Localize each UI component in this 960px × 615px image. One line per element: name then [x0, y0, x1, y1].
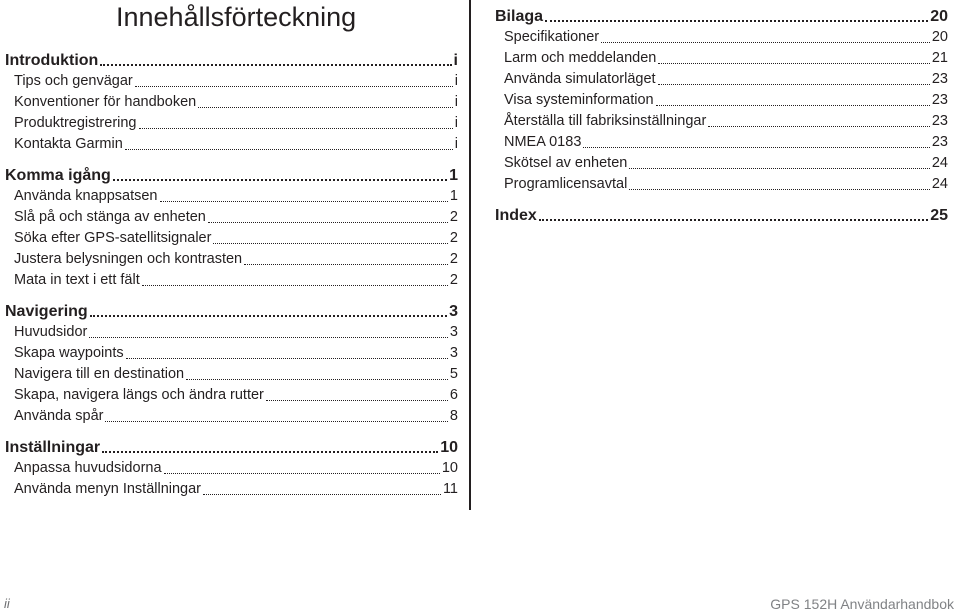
- dot-leader: [539, 218, 928, 221]
- dot-leader: [125, 148, 453, 150]
- toc-entry[interactable]: [5, 136, 458, 157]
- toc-entry[interactable]: [5, 272, 458, 293]
- toc-entry-label: Använda spår: [14, 408, 104, 424]
- toc-entry-label: Huvudsidor: [14, 324, 88, 340]
- toc-entry-label: Konventioner för handboken: [14, 94, 197, 110]
- toc-entry-page: 2: [449, 272, 458, 288]
- toc-section-title: Inställningar: [5, 439, 101, 456]
- toc-entry-label: Söka efter GPS-satellitsignaler: [14, 230, 212, 246]
- dot-leader: [244, 263, 448, 265]
- toc-entry-page: 3: [449, 345, 458, 361]
- toc-entry-page: 24: [931, 176, 948, 192]
- toc-entry[interactable]: [495, 71, 948, 92]
- toc-section-page: 10: [440, 439, 458, 456]
- toc-entry[interactable]: [5, 188, 458, 209]
- toc-entry-page: 23: [931, 113, 948, 129]
- toc-section-page: 1: [449, 167, 458, 184]
- toc-section-page: 3: [449, 303, 458, 320]
- toc-entry[interactable]: [495, 134, 948, 155]
- toc-section-title: Bilaga: [495, 8, 544, 25]
- toc-entry[interactable]: [5, 115, 458, 136]
- toc-entry[interactable]: [5, 345, 458, 366]
- toc-entry-page: i: [454, 73, 458, 89]
- toc-entry-page: 23: [931, 134, 948, 150]
- dot-leader: [100, 63, 451, 66]
- toc-entry[interactable]: [5, 387, 458, 408]
- dot-leader: [142, 284, 448, 286]
- dot-leader: [105, 420, 447, 422]
- toc-section[interactable]: [495, 8, 948, 29]
- toc-entry-label: Använda menyn Inställningar: [14, 481, 202, 497]
- toc-entry-label: Kontakta Garmin: [14, 136, 123, 152]
- toc-section-title: Komma igång: [5, 167, 111, 184]
- toc-entry-label: Navigera till en destination: [14, 366, 185, 382]
- dot-leader: [656, 104, 930, 106]
- dot-leader: [102, 450, 438, 453]
- toc-entry-label: NMEA 0183: [504, 134, 582, 150]
- toc-section[interactable]: [5, 303, 458, 324]
- toc-section-title: Index: [495, 207, 537, 224]
- toc-section-title: Navigering: [5, 303, 88, 320]
- footer-page-number: ii: [4, 596, 10, 611]
- toc-entry[interactable]: [495, 50, 948, 71]
- toc-entry[interactable]: [5, 481, 458, 502]
- toc-entry[interactable]: [495, 92, 948, 113]
- toc-section-page: i: [453, 52, 458, 69]
- toc-entry-label: Slå på och stänga av enheten: [14, 209, 206, 225]
- dot-leader: [203, 493, 441, 495]
- toc-entry[interactable]: [5, 94, 458, 115]
- toc-entry-label: Produktregistrering: [14, 115, 137, 131]
- toc-entry-page: i: [454, 136, 458, 152]
- dot-leader: [658, 62, 930, 64]
- dot-leader: [601, 41, 930, 43]
- toc-entry-label: Använda simulatorläget: [504, 71, 656, 87]
- toc-entry-label: Mata in text i ett fält: [14, 272, 140, 288]
- toc-entry[interactable]: [5, 366, 458, 387]
- toc-entry-page: 1: [449, 188, 458, 204]
- toc-entry-label: Skapa waypoints: [14, 345, 124, 361]
- toc-entry[interactable]: [5, 209, 458, 230]
- dot-leader: [160, 200, 448, 202]
- toc-entry-label: Återställa till fabriksinställningar: [504, 113, 707, 129]
- toc-entry-label: Skapa, navigera längs och ändra rutter: [14, 387, 264, 403]
- toc-section-page: 25: [930, 207, 948, 224]
- dot-leader: [545, 19, 928, 22]
- toc-entry-page: 10: [441, 460, 458, 476]
- toc-entry-page: 24: [931, 155, 948, 171]
- dot-leader: [213, 242, 447, 244]
- toc-entry-page: i: [454, 115, 458, 131]
- dot-leader: [90, 314, 447, 317]
- footer-manual-name: GPS 152H Användarhandbok: [770, 596, 954, 612]
- dot-leader: [708, 125, 930, 127]
- toc-entry[interactable]: [495, 176, 948, 197]
- dot-leader: [164, 472, 440, 474]
- toc-entry-page: 23: [931, 71, 948, 87]
- toc-entry-page: 23: [931, 92, 948, 108]
- toc-entry-page: 11: [442, 481, 458, 497]
- toc-entry[interactable]: [495, 155, 948, 176]
- toc-entry-label: Specifikationer: [504, 29, 600, 45]
- dot-leader: [583, 146, 929, 148]
- dot-leader: [113, 178, 447, 181]
- dot-leader: [266, 399, 448, 401]
- toc-entry-page: 2: [449, 251, 458, 267]
- toc-entry-page: 3: [449, 324, 458, 340]
- toc-entry-label: Visa systeminformation: [504, 92, 654, 108]
- toc-entry[interactable]: [5, 230, 458, 251]
- dot-leader: [198, 106, 453, 108]
- toc-entry-label: Skötsel av enheten: [504, 155, 628, 171]
- toc-entry[interactable]: [5, 460, 458, 481]
- toc-left-column: [5, 52, 458, 502]
- toc-entry-label: Anpassa huvudsidorna: [14, 460, 162, 476]
- toc-entry-page: 8: [449, 408, 458, 424]
- toc-section-title: Introduktion: [5, 52, 99, 69]
- dot-leader: [629, 167, 930, 169]
- page-title: Innehållsförteckning: [116, 2, 357, 32]
- toc-entry-label: Justera belysningen och kontrasten: [14, 251, 243, 267]
- toc-entry[interactable]: [5, 251, 458, 272]
- toc-entry-page: 2: [449, 209, 458, 225]
- dot-leader: [186, 378, 448, 380]
- column-divider: [469, 0, 471, 510]
- toc-section[interactable]: [5, 52, 458, 73]
- toc-right-column: [495, 8, 948, 228]
- dot-leader: [208, 221, 448, 223]
- toc-entry-page: 21: [931, 50, 948, 66]
- toc-entry-label: Programlicensavtal: [504, 176, 628, 192]
- toc-section[interactable]: [5, 439, 458, 460]
- toc-section[interactable]: [495, 207, 948, 228]
- toc-entry-page: 20: [931, 29, 948, 45]
- toc-entry[interactable]: [5, 408, 458, 429]
- dot-leader: [658, 83, 930, 85]
- toc-entry-page: 2: [449, 230, 458, 246]
- dot-leader: [629, 188, 930, 190]
- dot-leader: [135, 85, 453, 87]
- toc-section[interactable]: [5, 167, 458, 188]
- toc-entry-label: Tips och genvägar: [14, 73, 133, 89]
- toc-entry[interactable]: [495, 29, 948, 50]
- toc-entry-label: Larm och meddelanden: [504, 50, 657, 66]
- toc-entry-label: Använda knappsatsen: [14, 188, 158, 204]
- toc-entry-page: 6: [449, 387, 458, 403]
- dot-leader: [126, 357, 448, 359]
- toc-section-page: 20: [930, 8, 948, 25]
- toc-entry[interactable]: [5, 324, 458, 345]
- toc-entry-page: 5: [449, 366, 458, 382]
- toc-entry-page: i: [454, 94, 458, 110]
- dot-leader: [89, 336, 448, 338]
- toc-entry[interactable]: [495, 113, 948, 134]
- toc-entry[interactable]: [5, 73, 458, 94]
- dot-leader: [139, 127, 453, 129]
